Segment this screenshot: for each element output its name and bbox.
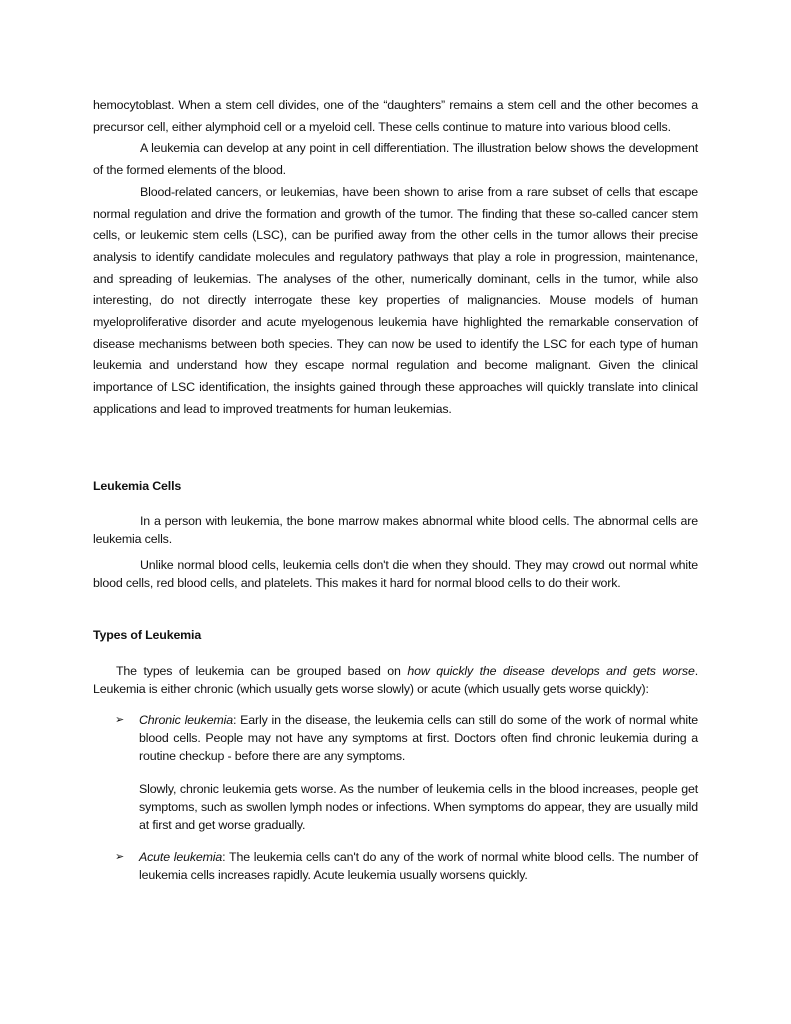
intro-paragraph-2: A leukemia can develop at any point in cell differentiation. The illustration below shows the development of the formed elements of the blood.: [93, 141, 698, 178]
intro-paragraph-3: Blood-related cancers, or leukemias, have been shown to arise from a rare subset of cells that escape normal regulation and drive the formation and growth of the tumor. The finding that these so-called cancer stem cells, or leukemic stem cells (LSC), can be purified away from the other cells in the tumor allows their precise analysis to identify candidate molecules and regulatory pathways that play a role in progression, maintenance, and spreading of leukemias. The analyses of the other, numerically dominant, cells in the tumor, while also interesting, do not directly interrogate these key properties of malignancies. Mouse models of human myeloproliferative disorder and acute myelogenous leukemia have highlighted the remarkable conservation of disease mechanisms between both species. They can now be used to identify the LSC for each type of human leukemia and understand how they escape normal regulation and become malignant. Given the clinical importance of LSC identification, the insights gained through these approaches will quickly translate into clinical applications and lead to improved treatments for human leukemias.: [93, 184, 698, 416]
intro-paragraph-1: hemocytoblast. When a stem cell divides, one of the “daughters” remains a stem cell and the other becomes a precursor cell, either alymphoid cell or a myeloid cell. These cells continue to mature into various blood cells.: [93, 98, 698, 134]
list-item-acute: [115, 848, 698, 884]
cells-text-2: Unlike normal blood cells, leukemia cells don't die when they should. They may crowd out normal white blood cells, red blood cells, and platelets. This makes it hard for normal blood cells to do their work.: [93, 558, 698, 590]
heading-leukemia-cells: Leukemia Cells: [93, 479, 182, 493]
chronic-term: Chronic leukemia: [139, 713, 233, 727]
arrow-bullet-icon: ➢: [115, 851, 125, 863]
cells-paragraph-1: [93, 512, 698, 548]
cells-paragraph-2: [93, 556, 698, 592]
intro-section: [93, 95, 698, 421]
types-intro: [93, 662, 698, 698]
heading-types-of-leukemia: Types of Leukemia: [93, 628, 202, 642]
acute-text: : The leukemia cells can't do any of the work of normal white blood cells. The number of leukemia cells increases rapidly. Acute leukemia usually worsens quickly.: [139, 850, 698, 882]
chronic-paragraph-2: [139, 780, 698, 834]
chronic-text-2: Slowly, chronic leukemia gets worse. As the number of leukemia cells in the blood increases, people get symptoms, such as swollen lymph nodes or infections. When symptoms do appear, they are usually mild at first and get worse gradually.: [139, 782, 698, 832]
acute-term: Acute leukemia: [139, 850, 223, 864]
arrow-bullet-icon: ➢: [115, 714, 125, 726]
list-item-chronic: [115, 711, 698, 765]
chronic-text: : Early in the disease, the leukemia cells can still do some of the work of normal white blood cells. People may not have any symptoms at first. Doctors often find chronic leukemia during a routine checkup - before there are any symptoms.: [139, 713, 698, 763]
types-intro-text: The types of leukemia can be grouped based on: [116, 664, 408, 678]
types-intro-emphasis: how quickly the disease develops and gets worse: [407, 664, 695, 678]
types-intro-text-end: . Leukemia is either chronic (which usually gets worse slowly) or acute (which usually gets worse quickly):: [93, 664, 698, 696]
cells-text-1: In a person with leukemia, the bone marrow makes abnormal white blood cells. The abnormal cells are leukemia cells.: [93, 514, 698, 546]
